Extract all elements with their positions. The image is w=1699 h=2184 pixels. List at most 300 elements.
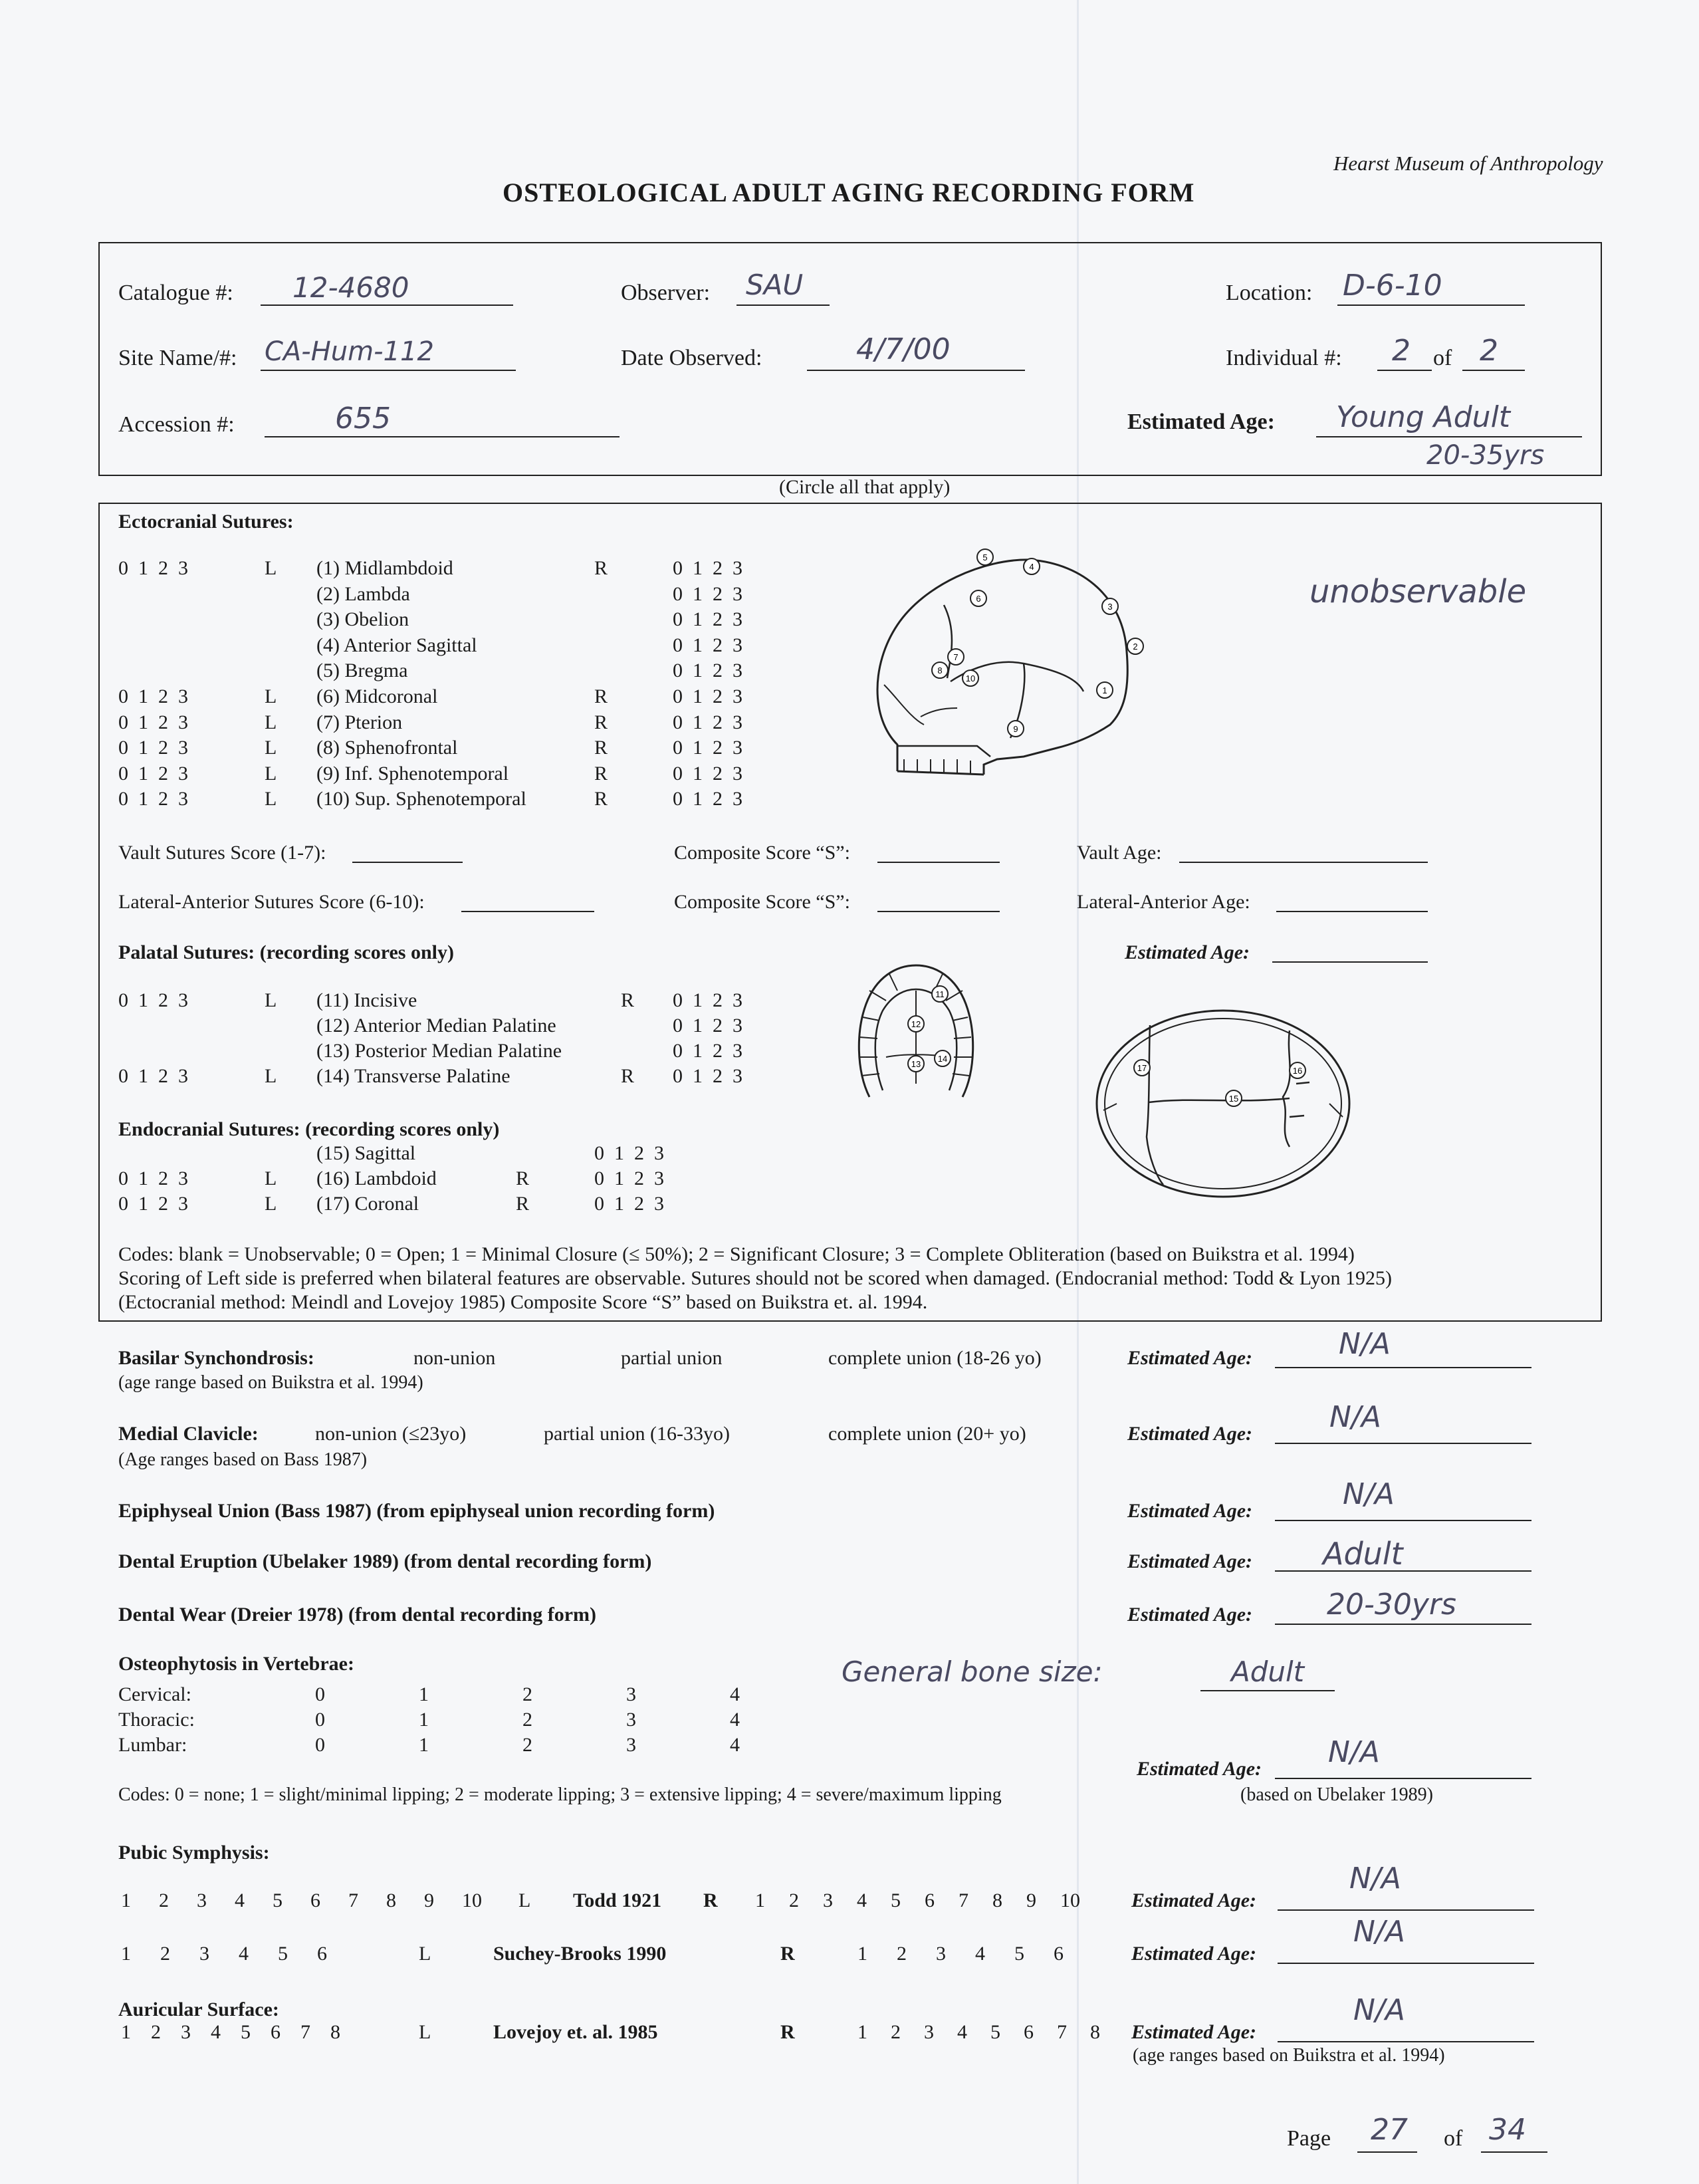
suchey-right-score-6[interactable]: 6 <box>1054 1943 1064 1965</box>
endo-left-16-score-1[interactable]: 1 <box>138 1167 148 1189</box>
endo-right-marker: R <box>516 1193 530 1215</box>
ecto-right-9-score-1[interactable]: 1 <box>693 762 703 785</box>
todd-left-score-6[interactable]: 6 <box>310 1889 320 1911</box>
clavicle-est-value: N/A <box>1329 1400 1381 1434</box>
todd-left-score-9[interactable]: 9 <box>424 1889 434 1911</box>
ecto-right-7-score-3[interactable]: 3 <box>733 711 742 733</box>
individual-label: Individual #: <box>1226 346 1342 370</box>
ecto-right-1-score-0[interactable]: 0 <box>673 557 683 579</box>
ecto-right-5-score-3[interactable]: 3 <box>733 660 742 682</box>
osteo-score-3[interactable]: 3 <box>626 1683 636 1705</box>
basilar-est-value: N/A <box>1339 1327 1391 1361</box>
todd-right-score-9[interactable]: 9 <box>1026 1889 1036 1911</box>
ecto-left-8-score-2[interactable]: 2 <box>158 737 168 759</box>
page-of: of <box>1444 2126 1463 2151</box>
ecto-right-5-score-0[interactable]: 0 <box>673 660 683 682</box>
site-label: Site Name/#: <box>118 346 237 370</box>
todd-right-score-3[interactable]: 3 <box>823 1889 833 1911</box>
palatal-left-11-score-0[interactable]: 0 <box>118 989 128 1011</box>
svg-text:3: 3 <box>1107 602 1113 612</box>
suchey-left-score-1[interactable]: 1 <box>121 1943 131 1965</box>
ecto-right-marker: R <box>594 557 608 579</box>
todd-right-score-7[interactable]: 7 <box>959 1889 968 1911</box>
endo-right-16-score-2[interactable]: 2 <box>634 1167 644 1189</box>
palatal-right-11-score-0[interactable]: 0 <box>673 989 683 1011</box>
lateral-score-label: Lateral-Anterior Sutures Score (6-10): <box>118 891 425 913</box>
ecto-right-8-score-2[interactable]: 2 <box>713 737 723 759</box>
dental-eruption-est-label: Estimated Age: <box>1127 1550 1253 1572</box>
palatal-left-14-score-1[interactable]: 1 <box>138 1065 148 1087</box>
ecto-right-7-score-0[interactable]: 0 <box>673 711 683 733</box>
endo-right-17-score-3[interactable]: 3 <box>654 1193 664 1215</box>
individual-line <box>1377 370 1432 371</box>
osteo-score-1[interactable]: 1 <box>419 1709 429 1731</box>
endo-right-15-score-1[interactable]: 1 <box>614 1142 624 1164</box>
endo-right-15-score-0[interactable]: 0 <box>594 1142 604 1164</box>
osteophytosis-est-value: N/A <box>1328 1735 1380 1769</box>
todd-left-score-7[interactable]: 7 <box>348 1889 358 1911</box>
todd-left-score-5[interactable]: 5 <box>273 1889 283 1911</box>
suture-marker-15 <box>1226 1090 1242 1106</box>
palatal-right-13-score-2[interactable]: 2 <box>713 1040 723 1062</box>
suture-marker-4 <box>1024 558 1040 574</box>
individual-total: 2 <box>1480 334 1498 368</box>
epiphyseal-est-label: Estimated Age: <box>1127 1500 1253 1522</box>
ecto-right-10-score-1[interactable]: 1 <box>693 788 703 810</box>
ecto-right-3-score-3[interactable]: 3 <box>733 608 742 631</box>
dental-wear-label: Dental Wear (Dreier 1978) (from dental recording form) <box>118 1604 597 1626</box>
ecto-left-9-score-0[interactable]: 0 <box>118 762 128 785</box>
date-line <box>807 370 1025 371</box>
clavicle-opt-complete[interactable]: complete union (20+ yo) <box>828 1423 1026 1445</box>
ecto-left-marker: L <box>265 685 277 707</box>
auricular-method: Lovejoy et. al. 1985 <box>493 2021 658 2043</box>
clavicle-est-line <box>1275 1443 1531 1444</box>
auricular-left-score-4[interactable]: 4 <box>211 2021 221 2043</box>
page-total-line <box>1481 2151 1547 2153</box>
palatal-left-14-score-2[interactable]: 2 <box>158 1065 168 1087</box>
ecto-right-10-score-2[interactable]: 2 <box>713 788 723 810</box>
palatal-right-13-score-1[interactable]: 1 <box>693 1040 703 1062</box>
ecto-left-9-score-3[interactable]: 3 <box>178 762 188 785</box>
todd-left-score-10[interactable]: 10 <box>462 1889 482 1911</box>
svg-text:8: 8 <box>937 666 943 675</box>
endo-left-17-score-2[interactable]: 2 <box>158 1193 168 1215</box>
ecto-suture-label: (4) Anterior Sagittal <box>316 634 477 656</box>
svg-text:1: 1 <box>1102 685 1107 695</box>
ecto-left-10-score-1[interactable]: 1 <box>138 788 148 810</box>
ecto-right-1-score-3[interactable]: 3 <box>733 557 742 579</box>
composite-label-1: Composite Score “S”: <box>674 842 850 864</box>
palatal-right-11-score-3[interactable]: 3 <box>733 989 742 1011</box>
suchey-left-score-6[interactable]: 6 <box>317 1943 327 1965</box>
ecto-left-7-score-3[interactable]: 3 <box>178 711 188 733</box>
svg-text:12: 12 <box>911 1019 921 1029</box>
osteo-row-label: Thoracic: <box>118 1709 195 1731</box>
ecto-suture-label: (1) Midlambdoid <box>316 557 453 579</box>
auricular-est-line <box>1278 2041 1534 2042</box>
osteo-score-0[interactable]: 0 <box>315 1734 325 1756</box>
ecto-right-7-score-1[interactable]: 1 <box>693 711 703 733</box>
endo-right-17-score-1[interactable]: 1 <box>614 1193 624 1215</box>
suture-marker-7 <box>948 649 964 665</box>
ecto-right-2-score-3[interactable]: 3 <box>733 582 742 605</box>
palatal-right-13-score-0[interactable]: 0 <box>673 1040 683 1062</box>
suchey-right-score-1[interactable]: 1 <box>857 1943 867 1965</box>
suture-marker-17 <box>1134 1060 1150 1076</box>
svg-text:6: 6 <box>976 594 981 604</box>
palatal-suture-label: (14) Transverse Palatine <box>316 1065 510 1087</box>
todd-right-score-4[interactable]: 4 <box>857 1889 867 1911</box>
ecto-left-marker: L <box>265 762 277 785</box>
suchey-left-score-4[interactable]: 4 <box>239 1943 249 1965</box>
auricular-right-marker: R <box>780 2021 795 2043</box>
museum-name: Hearst Museum of Anthropology <box>1333 152 1603 175</box>
ecto-suture-label: (8) Sphenofrontal <box>316 737 458 759</box>
ecto-suture-label: (6) Midcoronal <box>316 685 438 707</box>
endo-left-17-score-0[interactable]: 0 <box>118 1193 128 1215</box>
suchey-left-score-3[interactable]: 3 <box>199 1943 209 1965</box>
todd-left-score-3[interactable]: 3 <box>197 1889 207 1911</box>
todd-right-score-1[interactable]: 1 <box>755 1889 765 1911</box>
palatal-heading: Palatal Sutures: (recording scores only) <box>118 941 454 963</box>
todd-est-line <box>1278 1909 1534 1911</box>
endo-right-15-score-3[interactable]: 3 <box>654 1142 664 1164</box>
individual-of: of <box>1433 346 1452 370</box>
accession-line <box>265 436 620 437</box>
suture-marker-8 <box>932 662 948 678</box>
palatal-left-11-score-2[interactable]: 2 <box>158 989 168 1011</box>
site-value: CA-Hum-112 <box>265 336 434 367</box>
form-title: OSTEOLOGICAL ADULT AGING RECORDING FORM <box>503 178 1195 207</box>
ecto-left-marker: L <box>265 557 277 579</box>
endo-right-16-score-0[interactable]: 0 <box>594 1167 604 1189</box>
location-label: Location: <box>1226 281 1313 305</box>
osteo-score-0[interactable]: 0 <box>315 1709 325 1731</box>
todd-left-score-2[interactable]: 2 <box>159 1889 169 1911</box>
basilar-label: Basilar Synchondrosis: <box>118 1347 314 1369</box>
ecto-right-2-score-2[interactable]: 2 <box>713 582 723 605</box>
ecto-right-6-score-1[interactable]: 1 <box>693 685 703 707</box>
osteo-score-1[interactable]: 1 <box>419 1683 429 1705</box>
endo-suture-label: (16) Lambdoid <box>316 1167 437 1189</box>
osteo-score-3[interactable]: 3 <box>626 1734 636 1756</box>
suchey-right-score-4[interactable]: 4 <box>975 1943 985 1965</box>
ecto-left-10-score-3[interactable]: 3 <box>178 788 188 810</box>
todd-right-marker: R <box>703 1889 718 1911</box>
catalogue-value: 12-4680 <box>292 271 409 304</box>
palatal-est-age-line <box>1272 961 1428 963</box>
dental-eruption-est-value: Adult <box>1323 1536 1403 1572</box>
auricular-right-score-4[interactable]: 4 <box>957 2021 967 2043</box>
clavicle-opt-nonunion[interactable]: non-union (≤23yo) <box>315 1423 467 1445</box>
todd-left-score-4[interactable]: 4 <box>235 1889 245 1911</box>
composite-line-2 <box>877 911 1000 912</box>
ecto-right-1-score-1[interactable]: 1 <box>693 557 703 579</box>
endo-right-16-score-3[interactable]: 3 <box>654 1167 664 1189</box>
ecto-right-8-score-0[interactable]: 0 <box>673 737 683 759</box>
ecto-left-marker: L <box>265 737 277 759</box>
endo-left-16-score-0[interactable]: 0 <box>118 1167 128 1189</box>
auricular-right-score-8[interactable]: 8 <box>1090 2021 1100 2043</box>
lateral-age-line <box>1276 911 1428 912</box>
ecto-right-3-score-2[interactable]: 2 <box>713 608 723 631</box>
ecto-right-6-score-2[interactable]: 2 <box>713 685 723 707</box>
ecto-right-9-score-0[interactable]: 0 <box>673 762 683 785</box>
ecto-right-4-score-1[interactable]: 1 <box>693 634 703 656</box>
ecto-left-1-score-1[interactable]: 1 <box>138 557 148 579</box>
palatal-right-12-score-2[interactable]: 2 <box>713 1015 723 1036</box>
palatal-right-marker: R <box>621 989 635 1011</box>
endocranial-diagram <box>1090 1004 1356 1203</box>
suchey-left-score-5[interactable]: 5 <box>278 1943 288 1965</box>
osteo-score-2[interactable]: 2 <box>522 1734 532 1756</box>
endo-suture-label: (15) Sagittal <box>316 1142 416 1164</box>
ecto-right-marker: R <box>594 788 608 810</box>
ecto-right-marker: R <box>594 737 608 759</box>
endo-left-17-score-1[interactable]: 1 <box>138 1193 148 1215</box>
ecto-left-7-score-0[interactable]: 0 <box>118 711 128 733</box>
svg-text:11: 11 <box>935 989 945 999</box>
todd-right-score-2[interactable]: 2 <box>789 1889 799 1911</box>
palatal-left-14-score-0[interactable]: 0 <box>118 1065 128 1087</box>
suchey-label: Suchey-Brooks 1990 <box>493 1943 667 1965</box>
ecto-left-6-score-3[interactable]: 3 <box>178 685 188 707</box>
endo-left-16-score-3[interactable]: 3 <box>178 1167 188 1189</box>
palatal-right-11-score-2[interactable]: 2 <box>713 989 723 1011</box>
ecto-right-8-score-1[interactable]: 1 <box>693 737 703 759</box>
suture-marker-13 <box>908 1056 924 1072</box>
ecto-left-1-score-3[interactable]: 3 <box>178 557 188 579</box>
ecto-suture-label: (7) Pterion <box>316 711 403 733</box>
ecto-left-9-score-2[interactable]: 2 <box>158 762 168 785</box>
auricular-right-score-6[interactable]: 6 <box>1024 2021 1034 2043</box>
auricular-est-value: N/A <box>1353 1993 1405 2027</box>
date-value: 4/7/00 <box>856 332 951 366</box>
ecto-left-6-score-1[interactable]: 1 <box>138 685 148 707</box>
ecto-right-4-score-0[interactable]: 0 <box>673 634 683 656</box>
clavicle-opt-partial[interactable]: partial union (16-33yo) <box>544 1423 730 1445</box>
codes-line-3: (Ectocranial method: Meindl and Lovejoy 1985) Composite Score “S” based on Buikstra et. al. 1994. <box>118 1291 928 1313</box>
ecto-suture-label: (5) Bregma <box>316 660 408 682</box>
endo-right-marker: R <box>516 1167 530 1189</box>
endo-right-17-score-0[interactable]: 0 <box>594 1193 604 1215</box>
osteo-row-label: Cervical: <box>118 1683 191 1705</box>
ecto-left-1-score-2[interactable]: 2 <box>158 557 168 579</box>
auricular-heading: Auricular Surface: <box>118 1999 279 2020</box>
basilar-opt-nonunion[interactable]: non-union <box>413 1347 496 1369</box>
suchey-right-marker: R <box>780 1943 795 1965</box>
ecto-right-marker: R <box>594 711 608 733</box>
suchey-right-score-5[interactable]: 5 <box>1014 1943 1024 1965</box>
auricular-right-score-1[interactable]: 1 <box>857 2021 867 2043</box>
palatal-left-11-score-3[interactable]: 3 <box>178 989 188 1011</box>
ecto-suture-label: (9) Inf. Sphenotemporal <box>316 762 509 785</box>
ecto-right-2-score-1[interactable]: 1 <box>693 582 703 605</box>
endo-left-17-score-3[interactable]: 3 <box>178 1193 188 1215</box>
svg-text:10: 10 <box>965 673 976 683</box>
ecto-left-8-score-3[interactable]: 3 <box>178 737 188 759</box>
composite-label-2: Composite Score “S”: <box>674 891 850 913</box>
ectocranial-heading: Ectocranial Sutures: <box>118 511 294 533</box>
vault-score-line <box>352 862 463 863</box>
epiphyseal-label: Epiphyseal Union (Bass 1987) (from epiphyseal union recording form) <box>118 1500 715 1522</box>
clavicle-est-label: Estimated Age: <box>1127 1423 1253 1445</box>
osteo-score-0[interactable]: 0 <box>315 1683 325 1705</box>
auricular-left-score-1[interactable]: 1 <box>121 2021 131 2043</box>
todd-right-score-5[interactable]: 5 <box>891 1889 901 1911</box>
ecto-left-7-score-2[interactable]: 2 <box>158 711 168 733</box>
suture-marker-14 <box>935 1050 951 1066</box>
auricular-right-score-3[interactable]: 3 <box>924 2021 934 2043</box>
todd-est-value: N/A <box>1349 1862 1401 1895</box>
ecto-right-6-score-0[interactable]: 0 <box>673 685 683 707</box>
palate-diagram <box>850 957 982 1110</box>
catalogue-line <box>261 304 513 306</box>
palatal-right-12-score-3[interactable]: 3 <box>733 1015 742 1036</box>
palatal-right-13-score-3[interactable]: 3 <box>733 1040 742 1062</box>
palatal-right-12-score-0[interactable]: 0 <box>673 1015 683 1036</box>
palatal-left-marker: L <box>265 1065 277 1087</box>
osteo-score-4[interactable]: 4 <box>730 1734 740 1756</box>
palatal-left-11-score-1[interactable]: 1 <box>138 989 148 1011</box>
skull-lateral-diagram <box>857 545 1150 785</box>
ecto-left-6-score-2[interactable]: 2 <box>158 685 168 707</box>
page-label: Page <box>1287 2126 1331 2151</box>
auricular-left-score-3[interactable]: 3 <box>181 2021 191 2043</box>
ecto-left-9-score-1[interactable]: 1 <box>138 762 148 785</box>
todd-left-marker: L <box>518 1889 531 1911</box>
palatal-right-14-score-0[interactable]: 0 <box>673 1065 683 1087</box>
suchey-right-score-2[interactable]: 2 <box>897 1943 907 1965</box>
todd-left-score-1[interactable]: 1 <box>121 1889 131 1911</box>
endo-left-16-score-2[interactable]: 2 <box>158 1167 168 1189</box>
observer-value: SAU <box>746 269 804 301</box>
basilar-opt-complete[interactable]: complete union (18-26 yo) <box>828 1347 1042 1369</box>
endo-right-16-score-1[interactable]: 1 <box>614 1167 624 1189</box>
ecto-right-4-score-2[interactable]: 2 <box>713 634 723 656</box>
suture-marker-11 <box>932 986 948 1002</box>
osteo-score-2[interactable]: 2 <box>522 1683 532 1705</box>
basilar-opt-partial[interactable]: partial union <box>621 1347 723 1369</box>
suture-marker-1 <box>1097 682 1113 698</box>
accession-value: 655 <box>335 402 391 435</box>
auricular-right-score-2[interactable]: 2 <box>891 2021 901 2043</box>
ecto-left-8-score-0[interactable]: 0 <box>118 737 128 759</box>
unobservable-note: unobservable <box>1309 573 1527 610</box>
ecto-left-8-score-1[interactable]: 1 <box>138 737 148 759</box>
osteophytosis-codes: Codes: 0 = none; 1 = slight/minimal lipping; 2 = moderate lipping; 3 = extensive lipping; 4 = severe/maximum lipping <box>118 1784 1002 1805</box>
osteophytosis-est-line <box>1275 1778 1531 1779</box>
ecto-right-6-score-3[interactable]: 3 <box>733 685 742 707</box>
ecto-left-marker: L <box>265 788 277 810</box>
clavicle-sub: (Age ranges based on Bass 1987) <box>118 1449 368 1470</box>
ecto-right-5-score-1[interactable]: 1 <box>693 660 703 682</box>
ecto-right-2-score-0[interactable]: 0 <box>673 582 683 605</box>
osteo-score-4[interactable]: 4 <box>730 1709 740 1731</box>
ecto-right-9-score-2[interactable]: 2 <box>713 762 723 785</box>
ecto-right-marker: R <box>594 762 608 785</box>
osteo-score-1[interactable]: 1 <box>419 1734 429 1756</box>
auricular-left-score-2[interactable]: 2 <box>151 2021 161 2043</box>
basilar-est-label: Estimated Age: <box>1127 1347 1253 1369</box>
svg-text:9: 9 <box>1013 724 1018 734</box>
palatal-right-11-score-1[interactable]: 1 <box>693 989 703 1011</box>
palatal-right-14-score-1[interactable]: 1 <box>693 1065 703 1087</box>
palatal-suture-label: (13) Posterior Median Palatine <box>316 1040 562 1062</box>
osteo-score-2[interactable]: 2 <box>522 1709 532 1731</box>
ecto-right-10-score-0[interactable]: 0 <box>673 788 683 810</box>
suchey-left-marker: L <box>419 1943 431 1965</box>
ecto-suture-label: (2) Lambda <box>316 582 410 605</box>
ecto-left-6-score-0[interactable]: 0 <box>118 685 128 707</box>
ecto-right-9-score-3[interactable]: 3 <box>733 762 742 785</box>
lateral-age-label: Lateral-Anterior Age: <box>1077 891 1250 913</box>
palatal-right-14-score-2[interactable]: 2 <box>713 1065 723 1087</box>
ecto-right-8-score-3[interactable]: 3 <box>733 737 742 759</box>
ecto-right-4-score-3[interactable]: 3 <box>733 634 742 656</box>
svg-text:13: 13 <box>911 1059 921 1069</box>
auricular-sub: (age ranges based on Buikstra et al. 1994) <box>1133 2045 1445 2066</box>
ecto-left-10-score-0[interactable]: 0 <box>118 788 128 810</box>
endo-right-15-score-2[interactable]: 2 <box>634 1142 644 1164</box>
suchey-right-score-3[interactable]: 3 <box>936 1943 946 1965</box>
osteo-score-3[interactable]: 3 <box>626 1709 636 1731</box>
basilar-est-line <box>1275 1367 1531 1368</box>
suture-marker-16 <box>1290 1062 1305 1078</box>
todd-left-score-8[interactable]: 8 <box>386 1889 396 1911</box>
todd-right-score-6[interactable]: 6 <box>925 1889 935 1911</box>
auricular-right-score-5[interactable]: 5 <box>990 2021 1000 2043</box>
ecto-right-3-score-0[interactable]: 0 <box>673 608 683 631</box>
suchey-left-score-2[interactable]: 2 <box>160 1943 170 1965</box>
palatal-left-14-score-3[interactable]: 3 <box>178 1065 188 1087</box>
auricular-left-score-7[interactable]: 7 <box>300 2021 310 2043</box>
suture-marker-12 <box>908 1016 924 1032</box>
palatal-right-12-score-1[interactable]: 1 <box>693 1015 703 1036</box>
composite-line-1 <box>877 862 1000 863</box>
accession-label: Accession #: <box>118 412 235 437</box>
auricular-right-score-7[interactable]: 7 <box>1057 2021 1067 2043</box>
osteo-score-4[interactable]: 4 <box>730 1683 740 1705</box>
palatal-est-age-label: Estimated Age: <box>1125 941 1250 963</box>
catalogue-label: Catalogue #: <box>118 281 233 305</box>
ecto-left-7-score-1[interactable]: 1 <box>138 711 148 733</box>
auricular-left-score-6[interactable]: 6 <box>271 2021 281 2043</box>
palatal-right-14-score-3[interactable]: 3 <box>733 1065 742 1087</box>
palatal-right-marker: R <box>621 1065 635 1087</box>
ecto-right-10-score-3[interactable]: 3 <box>733 788 742 810</box>
location-line <box>1337 304 1525 306</box>
estimated-age-label: Estimated Age: <box>1127 410 1275 434</box>
bone-size-note: General bone size: <box>842 1655 1103 1688</box>
location-value: D-6-10 <box>1343 269 1442 303</box>
ecto-right-3-score-1[interactable]: 1 <box>693 608 703 631</box>
todd-est-label: Estimated Age: <box>1131 1889 1257 1911</box>
ecto-right-5-score-2[interactable]: 2 <box>713 660 723 682</box>
ecto-left-1-score-0[interactable]: 0 <box>118 557 128 579</box>
ecto-right-1-score-2[interactable]: 2 <box>713 557 723 579</box>
endo-right-17-score-2[interactable]: 2 <box>634 1193 644 1215</box>
ecto-left-10-score-2[interactable]: 2 <box>158 788 168 810</box>
auricular-left-score-5[interactable]: 5 <box>241 2021 251 2043</box>
todd-right-score-8[interactable]: 8 <box>992 1889 1002 1911</box>
auricular-left-score-8[interactable]: 8 <box>330 2021 340 2043</box>
ecto-right-7-score-2[interactable]: 2 <box>713 711 723 733</box>
page-line <box>1357 2151 1417 2153</box>
todd-right-score-10[interactable]: 10 <box>1060 1889 1080 1911</box>
osteo-row-label: Lumbar: <box>118 1734 187 1756</box>
